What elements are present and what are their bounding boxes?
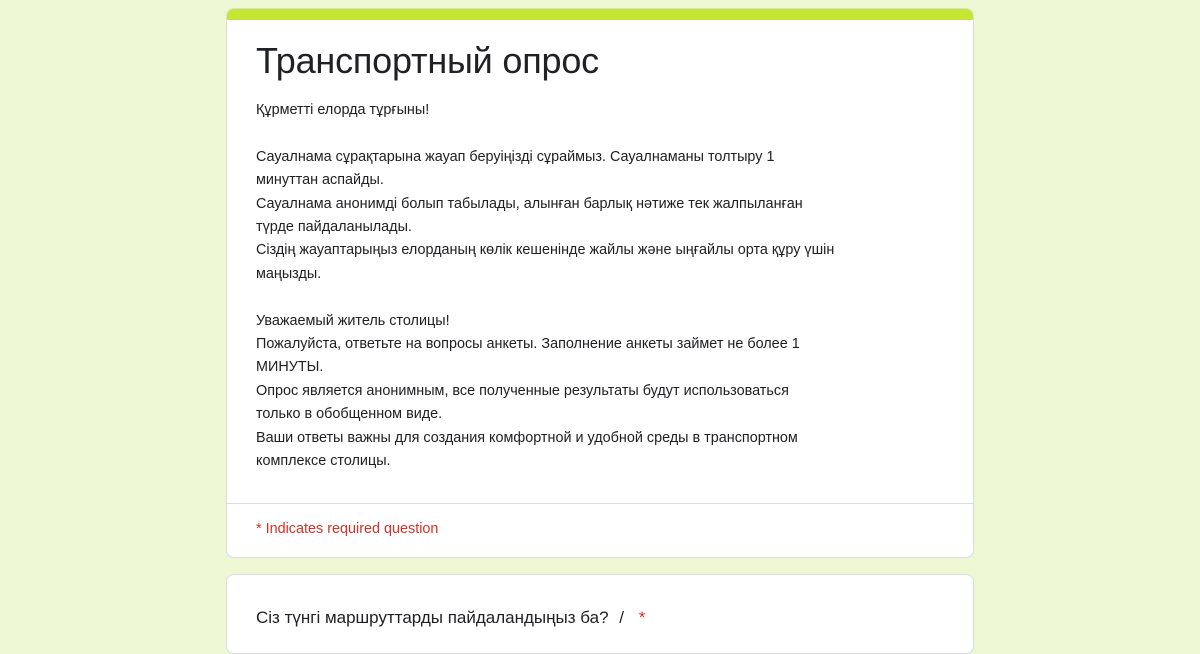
description-line: маңызды.: [256, 265, 322, 282]
description-line: [256, 122, 956, 145]
description-line: Сауалнама анонимді болып табылады, алынған барлық нәтиже тек жалпыланған: [256, 195, 803, 212]
description-line: только в обобщенном виде.: [256, 406, 443, 423]
description-line: Уважаемый житель столицы!: [256, 312, 450, 329]
form-header-card: [226, 8, 974, 558]
description-line: комплексе столицы.: [256, 453, 391, 470]
question-title: [256, 606, 645, 630]
required-note: * Indicates required question: [256, 521, 439, 537]
description-line: Сауалнама сұрақтарына жауап беруіңізді сұраймыз. Сауалнаманы толтыру 1: [256, 148, 775, 165]
description-line: Құрметті елорда тұрғыны!: [256, 102, 430, 118]
description-line: [256, 286, 956, 309]
description-line: минуттан аспайды.: [256, 172, 384, 189]
description-line: Ваши ответы важны для создания комфортной и удобной среды в транспортном: [256, 429, 798, 446]
description-line: Пожалуйста, ответьте на вопросы анкеты. Заполнение анкеты займет не более 1: [256, 336, 800, 353]
form-accent-bar: [227, 9, 973, 20]
header-divider: [227, 503, 973, 504]
form-title: Транспортный опрос: [256, 40, 599, 81]
form-description: [256, 99, 956, 473]
required-asterisk: *: [638, 608, 646, 627]
question-text: Сіз түнгі маршруттарды пайдаландыңыз ба?: [256, 608, 609, 627]
description-line: МИНУТЫ.: [256, 359, 324, 376]
description-line: Опрос является анонимным, все полученные результаты будут использоваться: [256, 382, 789, 399]
question-separator: /: [614, 608, 629, 627]
description-line: Сіздің жауаптарыңыз елорданың көлік кешенінде жайлы және ыңғайлы орта құру үшін: [256, 242, 835, 259]
description-line: түрде пайдаланылады.: [256, 219, 412, 236]
question-card: [226, 574, 974, 654]
